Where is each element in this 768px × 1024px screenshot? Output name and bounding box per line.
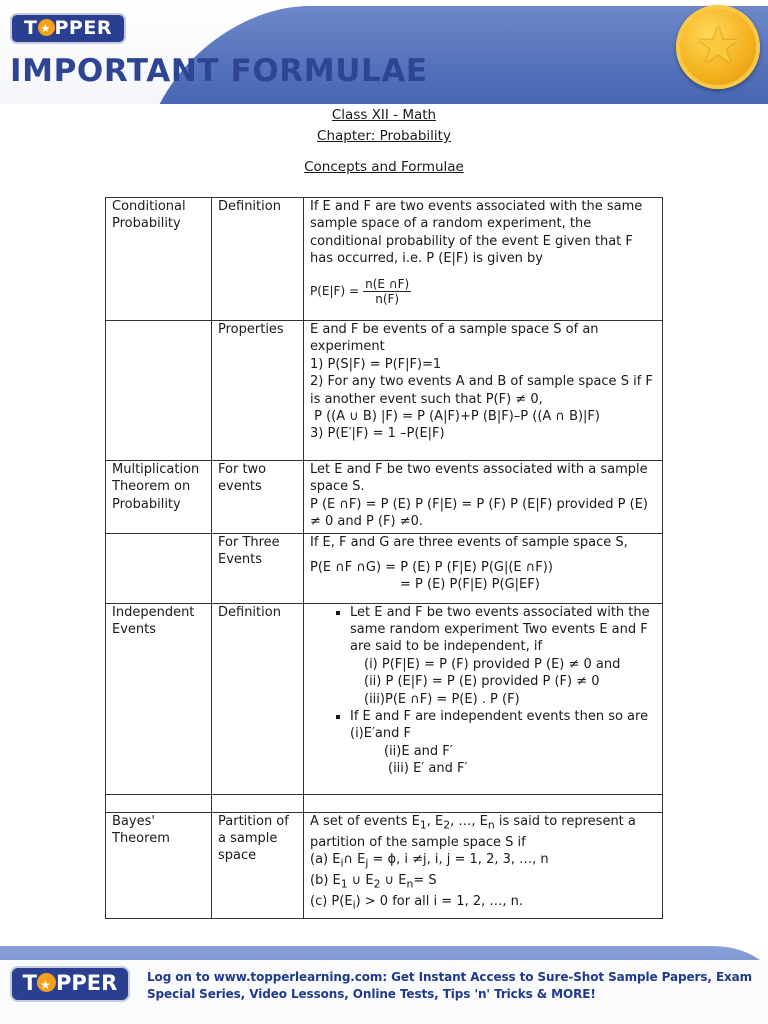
chapter-line: Chapter: Probability: [317, 128, 451, 144]
text-line: 3) P(E′|F) = 1 –P(E|F): [310, 426, 445, 442]
table-row: [106, 198, 663, 321]
aspect-cell: Partition of a sample space: [212, 812, 304, 918]
formula-lhs: P(E|F) =: [310, 283, 359, 298]
list-item: [350, 708, 658, 778]
logo-star-icon: [38, 19, 55, 36]
topper-logo[interactable]: [10, 13, 126, 44]
concept-cell: Conditional Probability: [106, 198, 212, 321]
document-headings: [0, 106, 768, 179]
bullet-text: If E and F are independent events then so are (i)E′and F: [350, 709, 649, 742]
text-line: P (E ∩F) = P (E) P (F|E) = P (F) P (E|F) provided P (E) ≠ 0 and P (F) ≠0.: [310, 496, 648, 530]
aspect-cell: For two events: [212, 461, 304, 534]
text-line: 1) P(S|F) = P(F|F)=1: [310, 356, 442, 372]
table-row: [106, 321, 663, 461]
banner-title: IMPORTANT FORMULAE: [10, 53, 428, 89]
text-line: (iii)P(E ∩F) = P(E) . P (F): [364, 691, 520, 707]
table-row: [106, 461, 663, 534]
concept-cell: [106, 321, 212, 461]
empty-cell: [212, 794, 304, 812]
content-cell: [304, 603, 663, 794]
content-cell: [304, 461, 663, 534]
conditional-formula: [310, 277, 658, 306]
text-line: P(E ∩F ∩G) = P (E) P (F|E) P(G|(E ∩F)): [310, 560, 553, 576]
definition-text: If E and F are two events associated with the same sample space of a random experiment, the conditional probability of the event E given that F has occurred, i.e. P (E|F) is given by: [310, 199, 643, 267]
aspect-cell: Definition: [212, 198, 304, 321]
text-line: (i) P(F|E) = P (F) provided P (E) ≠ 0 and: [364, 656, 621, 672]
logo-star-icon: [37, 973, 56, 992]
text-line: Let E and F be two events associated with a sample space S.: [310, 462, 648, 495]
bullet-list: [310, 604, 658, 778]
class-line: Class XII - Math: [331, 107, 437, 123]
footer-topper-logo[interactable]: [10, 966, 130, 1002]
text-line: P ((A ∪ B) |F) = P (A|F)+P (B|F)–P ((A ∩ B)|F): [310, 409, 600, 425]
text-line: (a) $E_i\cap$ $E_j = \phi$, i ≠j, i, j = 1, 2, 3, …, n: [310, 852, 549, 870]
logo-text-post: PPER: [54, 17, 112, 39]
logo-text-pre: T: [24, 17, 38, 39]
concept-cell: Bayes' Theorem: [106, 812, 212, 918]
footer-banner: [0, 938, 768, 1024]
empty-cell: [304, 794, 663, 812]
content-cell: [304, 198, 663, 321]
text-line: (iii) E′ and F′: [388, 761, 468, 777]
aspect-cell: Properties: [212, 321, 304, 461]
concept-cell: Multiplication Theorem on Probability: [106, 461, 212, 534]
aspect-cell: Definition: [212, 603, 304, 794]
concept-cell: [106, 533, 212, 603]
medal-star-icon: ★: [676, 5, 760, 89]
text-line: (ii) P (E|F) = P (E) provided P (F) ≠ 0: [364, 674, 600, 690]
empty-cell: [106, 794, 212, 812]
fraction-denominator: n(F): [375, 291, 400, 306]
content-cell: [304, 321, 663, 461]
table-row: [106, 603, 663, 794]
list-item: [350, 604, 658, 708]
text-line: E and F be events of a sample space S of an experiment: [310, 322, 599, 355]
concept-cell: Independent Events: [106, 603, 212, 794]
content-cell: [304, 812, 663, 918]
bullet-text: Let E and F be two events associated with the same random experiment Two events E and F are said to be independent, if: [350, 604, 650, 655]
logo-text-pre: T: [22, 971, 37, 995]
text-line: (ii)E and F′: [384, 743, 453, 759]
text-line: (c) $P(E_i) > 0$ for all i = 1, 2, …, n.: [310, 894, 524, 912]
logo-text-post: PPER: [56, 971, 118, 995]
table-row: [106, 812, 663, 918]
section-title: Concepts and Formulae: [304, 159, 464, 175]
table-row: [106, 794, 663, 812]
aspect-cell: For Three Events: [212, 533, 304, 603]
content-cell: [304, 533, 663, 603]
formula-table: [105, 197, 663, 919]
text-line: 2) For any two events A and B of sample space S if F is another event such that P(F) ≠ 0,: [310, 374, 653, 407]
text-line: A set of events $E_1$, $E_2$, …, $E_n$ is said to represent a partition of the sample space S if: [310, 813, 636, 850]
text-line: = P (E) P(F|E) P(G|EF): [400, 577, 540, 593]
text-line: (b) $E_1$ ∪ $E_2$ ∪ $E_n= S$: [310, 873, 437, 891]
fraction-numerator: n(E ∩F): [365, 276, 410, 291]
text-line: If E, F and G are three events of sample space S,: [310, 534, 628, 550]
header-banner: [0, 0, 768, 104]
fraction: [363, 277, 411, 306]
table-row: [106, 533, 663, 603]
footer-promo-text[interactable]: Log on to www.topperlearning.com: Get Instant Access to Sure-Shot Sample Papers, Exam Special Series, Video Lessons, Online Tests, Tips 'n' Tricks & MORE!: [147, 970, 753, 1001]
